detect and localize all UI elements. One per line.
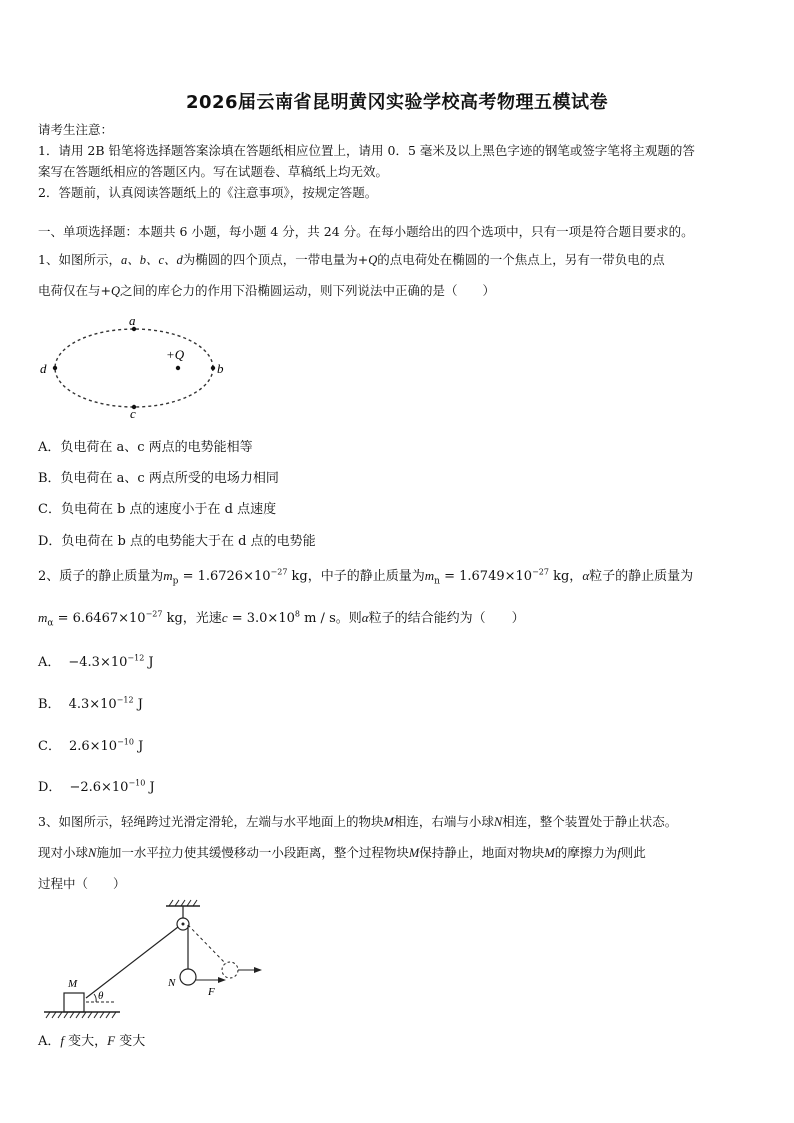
section-1-heading: 一、单项选择题：本题共 6 小题，每小题 4 分，共 24 分。在每小题给出的四个选项中，只有一项是符合题目要求的。 xyxy=(38,224,694,239)
label-m: M xyxy=(68,978,78,990)
ball-displaced xyxy=(222,962,238,978)
q2-option-b: B． $4.3\times 10^{-12}$ J xyxy=(38,695,143,712)
rope-left xyxy=(86,927,178,998)
page-title: 2026届云南省昆明黄冈实验学校高考物理五模试卷 xyxy=(185,92,609,113)
arrow-displaced-head xyxy=(254,967,262,973)
notice-line-2: 案写在答题纸相应的答题区内。写在试题卷、草稿纸上均无效。 xyxy=(38,164,389,179)
q2-stem-line-2: $m_\alpha = 6.6467\times 10^{-27}$ kg，光速$c = 3.0\times 10^8$ m / s。则α粒子的结合能约为（ ） xyxy=(38,609,525,629)
ground-hatch xyxy=(46,1012,116,1018)
q3-pulley-figure xyxy=(38,898,278,1026)
notice-line-3: 2．答题前，认真阅读答题纸上的《注意事项》，按规定答题。 xyxy=(38,185,378,200)
q3-option-a: A．f 变大，F 变大 xyxy=(38,1033,146,1049)
q1-stem-line-2: 电荷仅在与+Q之间的库仑力的作用下沿椭圆运动，则下列说法中正确的是（ ） xyxy=(38,283,496,298)
label-charge: +Q xyxy=(166,347,185,362)
q2-option-c: C． $2.6\times 10^{-10}$ J xyxy=(38,737,144,754)
q2-stem-line-1: 2、质子的静止质量为$m_p = 1.6726\times 10^{-27}$ kg，中子的静止质量为$m_n = 1.6749\times 10^{-27}$ kg，α粒子的静止质量为 xyxy=(38,567,694,587)
charge-point xyxy=(176,366,180,370)
block-m xyxy=(64,993,84,1012)
rope-displaced xyxy=(188,925,226,964)
point-d xyxy=(53,366,57,370)
label-d: d xyxy=(40,361,47,376)
q1-option-d: D．负电荷在 b 点的电势能大于在 d 点的电势能 xyxy=(38,534,316,549)
q1-option-c: C．负电荷在 b 点的速度小于在 d 点速度 xyxy=(38,502,277,517)
label-b: b xyxy=(217,361,224,376)
label-c: c xyxy=(130,406,136,420)
label-theta: θ xyxy=(98,990,104,1002)
q1-option-b: B．负电荷在 a、c 两点所受的电场力相同 xyxy=(38,471,279,486)
pulley-axle xyxy=(182,923,185,926)
point-b xyxy=(211,366,215,370)
q2-option-a: A． $-4.3\times 10^{-12}$ J xyxy=(38,653,154,670)
notice-line-1: 1．请用 2B 铅笔将选择题答案涂填在答题纸相应位置上，请用 0．5 毫米及以上黑色字迹的钢笔或签字笔将主观题的答 xyxy=(38,143,695,158)
force-f-head xyxy=(218,977,226,983)
q3-stem-line-2: 现对小球N施加一水平拉力使其缓慢移动一小段距离，整个过程物块M保持静止，地面对物块M的摩擦力为f则此 xyxy=(38,845,646,860)
q2-option-d: D． $-2.6\times 10^{-10}$ J xyxy=(38,778,155,795)
q1-ellipse-figure xyxy=(30,308,240,420)
label-n: N xyxy=(168,977,176,989)
q3-stem-line-1: 3、如图所示，轻绳跨过光滑定滑轮，左端与水平地面上的物块M相连，右端与小球N相连，整个装置处于静止状态。 xyxy=(38,814,678,829)
notice-heading: 请考生注意： xyxy=(38,122,114,137)
q1-option-a: A．负电荷在 a、c 两点的电势能相等 xyxy=(38,440,253,455)
q3-stem-line-3: 过程中（ ） xyxy=(38,876,126,891)
label-a: a xyxy=(129,313,136,328)
q1-stem-line-1: 1、如图所示，a、b、c、d为椭圆的四个顶点，一带电量为+Q的点电荷处在椭圆的一个焦点上，另有一带负电的点 xyxy=(38,252,665,267)
angle-arc xyxy=(94,994,96,1002)
ceiling-hatch xyxy=(169,900,197,906)
ellipse-orbit xyxy=(55,329,213,407)
ball-n xyxy=(180,969,196,985)
label-f: F xyxy=(208,986,215,998)
